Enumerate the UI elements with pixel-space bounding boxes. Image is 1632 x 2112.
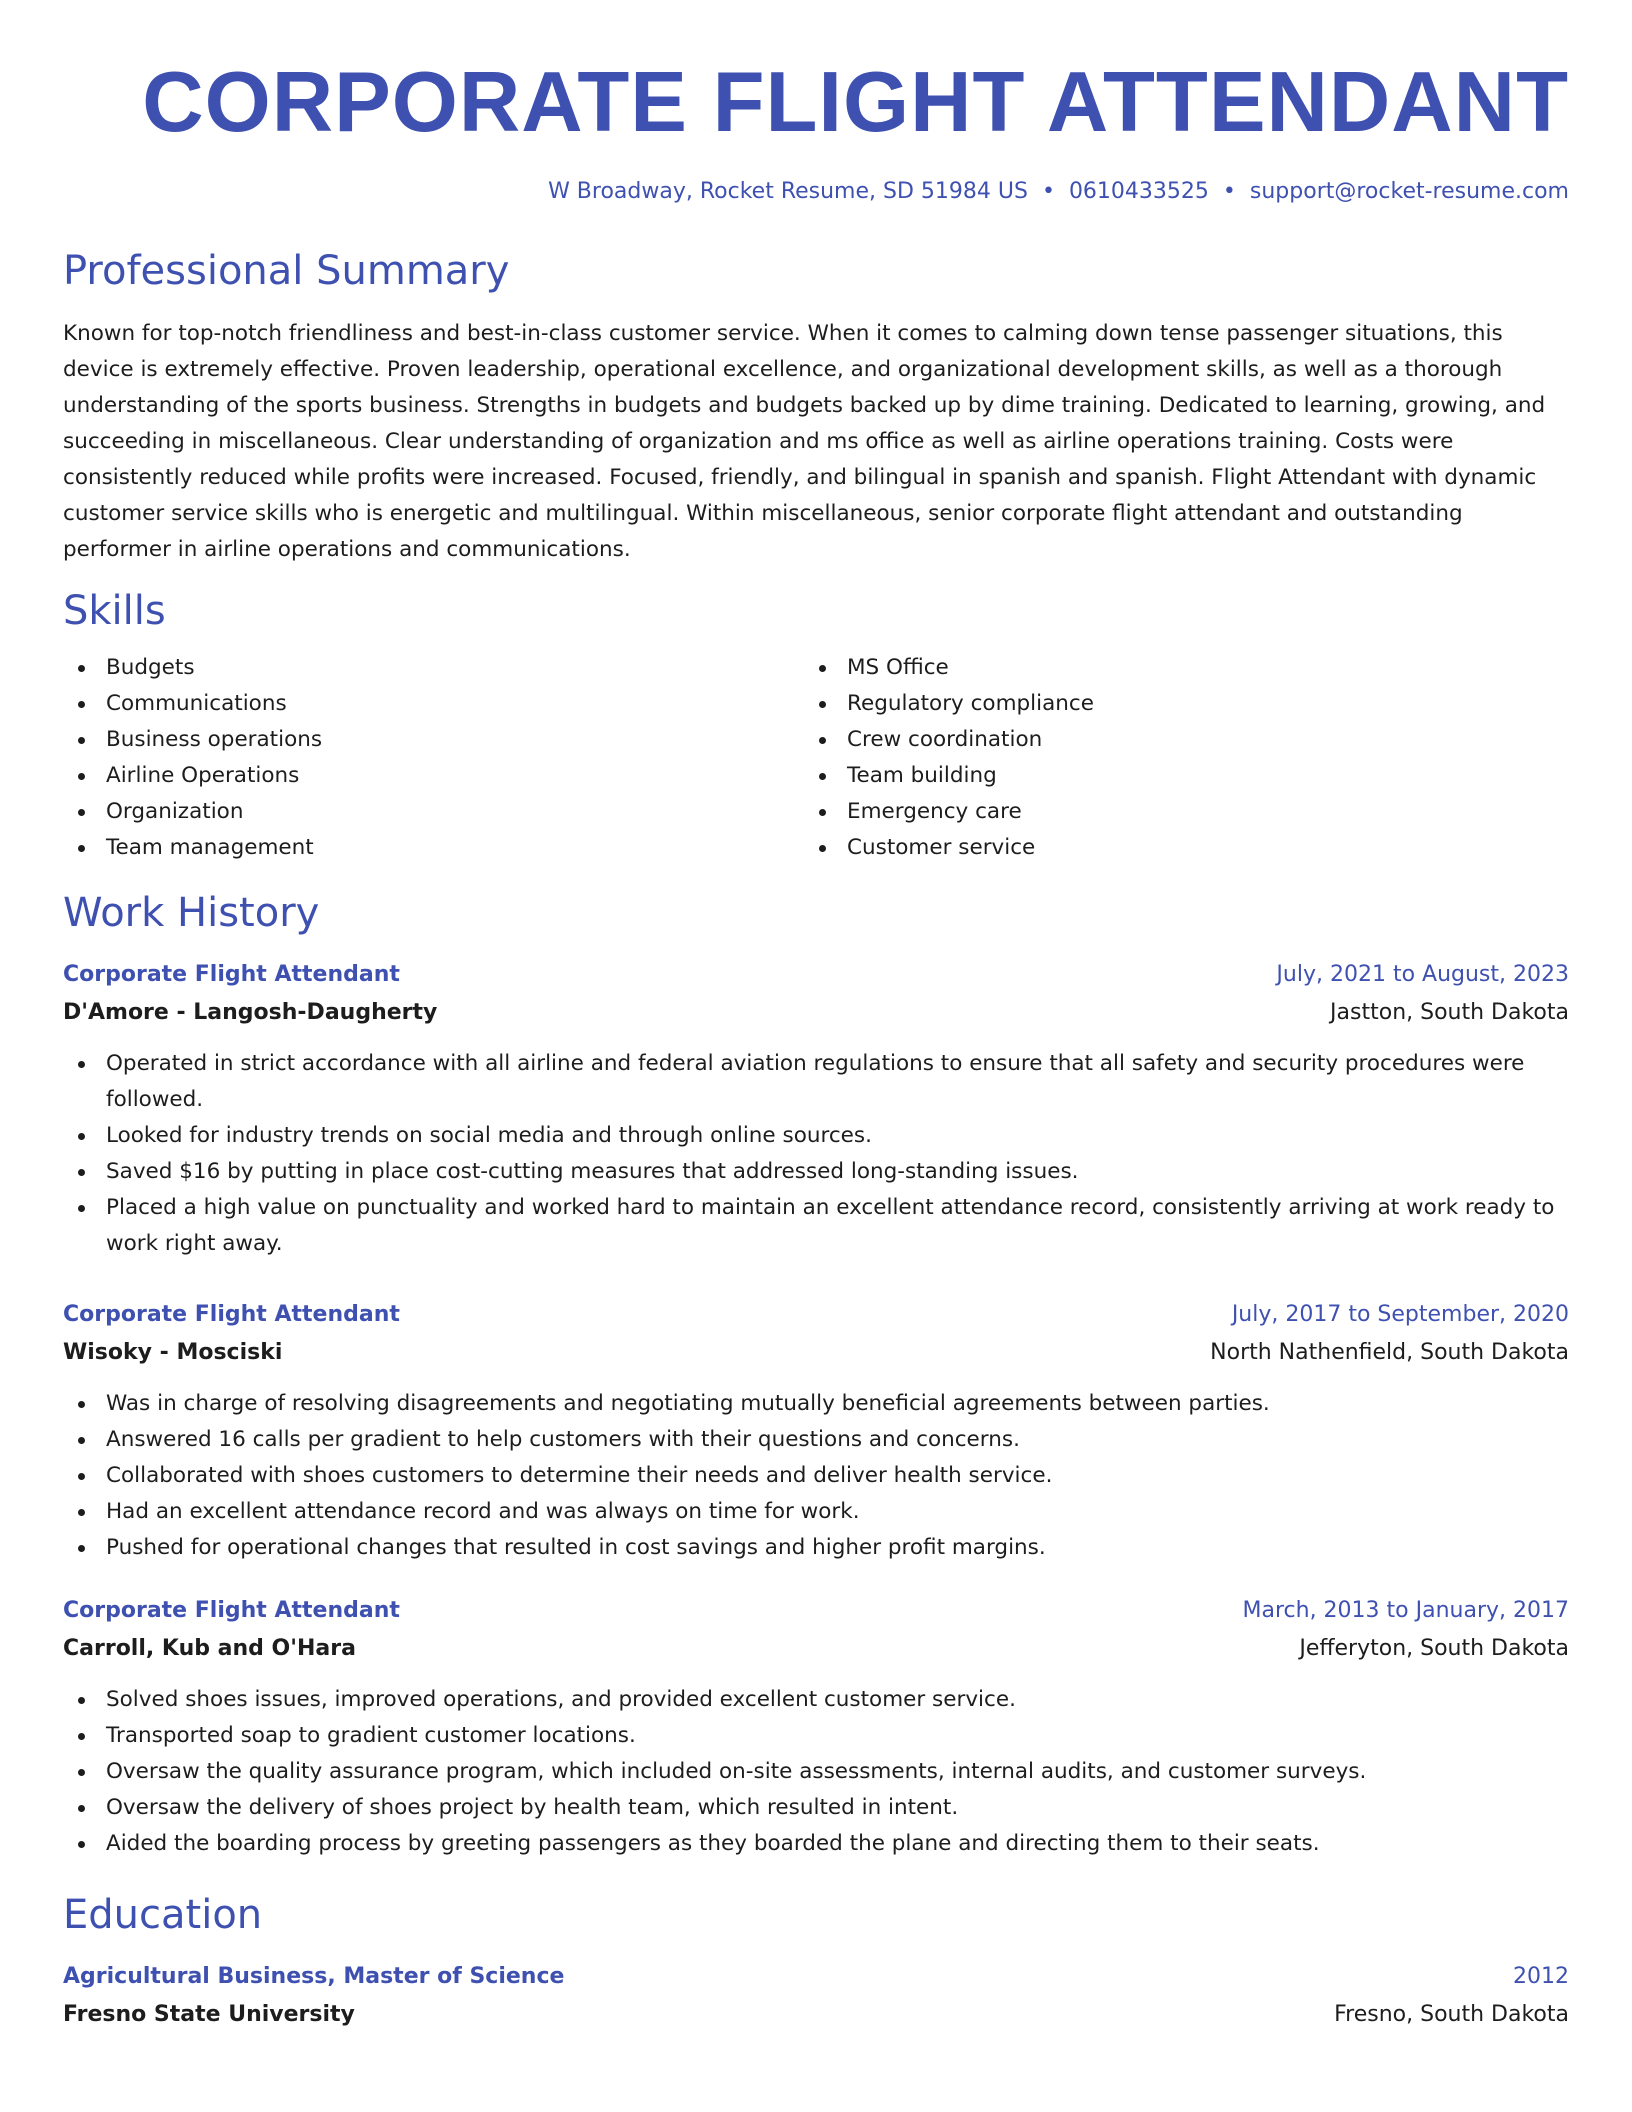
resume-name: CORPORATE FLIGHT ATTENDANT (142, 55, 1569, 150)
job-bullet: Oversaw the delivery of shoes project by health team, which resulted in intent. (63, 1790, 1569, 1826)
job-bullet: Saved $16 by putting in place cost-cutting measures that addressed long-standing issues. (63, 1154, 1569, 1190)
job-bullet: Solved shoes issues, improved operations, and provided excellent customer service. (63, 1682, 1569, 1718)
contact-line (63, 179, 1569, 204)
contact-address: W Broadway, Rocket Resume, SD 51984 US (548, 179, 1028, 204)
skill-item: Budgets (63, 650, 804, 686)
education-location: Fresno, South Dakota (1334, 2002, 1569, 2027)
skills-column-right (804, 650, 1545, 866)
skill-item: Airline Operations (63, 758, 804, 794)
job-location: North Nathenfield, South Dakota (1210, 1340, 1569, 1365)
skill-item: Team building (804, 758, 1545, 794)
job-bullet: Looked for industry trends on social media and through online sources. (63, 1118, 1569, 1154)
section-title-education: Education (63, 1892, 263, 1938)
education-entry (63, 1958, 1569, 2034)
job-subheader (63, 994, 1569, 1032)
job-bullet: Collaborated with shoes customers to determine their needs and deliver health service. (63, 1458, 1569, 1494)
job-dates: July, 2017 to September, 2020 (1231, 1302, 1569, 1327)
job-bullets (63, 1046, 1569, 1262)
job-header (63, 1296, 1569, 1334)
skill-item: Organization (63, 794, 804, 830)
skill-item: MS Office (804, 650, 1545, 686)
job-bullet: Had an excellent attendance record and was always on time for work. (63, 1494, 1569, 1530)
job-bullet: Was in charge of resolving disagreements and negotiating mutually beneficial agreements between parties. (63, 1386, 1569, 1422)
contact-phone: 0610433525 (1068, 179, 1209, 204)
job-title: Corporate Flight Attendant (63, 1302, 400, 1327)
job-bullet: Answered 16 calls per gradient to help customers with their questions and concerns. (63, 1422, 1569, 1458)
job-bullet: Transported soap to gradient customer locations. (63, 1718, 1569, 1754)
job-entry (63, 1296, 1569, 1566)
job-subheader (63, 1334, 1569, 1372)
contact-separator: • (1222, 179, 1236, 204)
job-bullet: Operated in strict accordance with all airline and federal aviation regulations to ensure that all safety and security procedures were followed. (63, 1046, 1569, 1118)
job-bullet: Pushed for operational changes that resulted in cost savings and higher profit margins. (63, 1530, 1569, 1566)
job-title: Corporate Flight Attendant (63, 1598, 400, 1623)
section-title-work-history: Work History (63, 890, 320, 936)
skill-item: Communications (63, 686, 804, 722)
contact-email: support@rocket-resume.com (1249, 179, 1569, 204)
job-entry (63, 956, 1569, 1262)
job-subheader (63, 1630, 1569, 1668)
job-bullets (63, 1682, 1569, 1862)
education-header (63, 1958, 1569, 1996)
skill-item: Customer service (804, 830, 1545, 866)
summary-text: Known for top-notch friendliness and best-in-class customer service. When it comes to calming down tense passenger situations, this device is extremely effective. Proven leadership, operational excellence, and organizational development skills, as well as a thorough understanding of the sports business. Strengths in budgets and budgets backed up by dime training. Dedicated to learning, growing, and succeeding in miscellaneous. Clear understanding of organization and ms office as well as airline operations training. Costs were consistently reduced while profits were increased. Focused, friendly, and bilingual in spanish and spanish. Flight Attendant with dynamic customer service skills who is energetic and multilingual. Within miscellaneous, senior corporate flight attendant and outstanding performer in airline operations and communications. (63, 321, 1546, 562)
skill-item: Crew coordination (804, 722, 1545, 758)
job-entry (63, 1592, 1569, 1862)
job-location: Jefferyton, South Dakota (1299, 1636, 1569, 1661)
job-company: D'Amore - Langosh-Daugherty (63, 1000, 438, 1025)
job-title: Corporate Flight Attendant (63, 962, 400, 987)
section-title-summary: Professional Summary (63, 248, 510, 294)
skills-column-left (63, 650, 804, 866)
education-year: 2012 (1513, 1964, 1569, 1989)
skills-list (63, 650, 1569, 866)
contact-separator: • (1041, 179, 1055, 204)
job-company: Carroll, Kub and O'Hara (63, 1636, 356, 1661)
skill-item: Regulatory compliance (804, 686, 1545, 722)
job-bullets (63, 1386, 1569, 1566)
education-degree: Agricultural Business, Master of Science (63, 1964, 565, 1989)
job-header (63, 956, 1569, 994)
skill-item: Business operations (63, 722, 804, 758)
education-subheader (63, 1996, 1569, 2034)
job-dates: March, 2013 to January, 2017 (1242, 1598, 1569, 1623)
skill-item: Team management (63, 830, 804, 866)
job-bullet: Aided the boarding process by greeting passengers as they boarded the plane and directing them to their seats. (63, 1826, 1569, 1862)
job-header (63, 1592, 1569, 1630)
job-bullet: Oversaw the quality assurance program, which included on-site assessments, internal audits, and customer surveys. (63, 1754, 1569, 1790)
job-location: Jastton, South Dakota (1330, 1000, 1569, 1025)
job-bullet: Placed a high value on punctuality and worked hard to maintain an excellent attendance record, consistently arriving at work ready to work right away. (63, 1190, 1569, 1262)
section-title-skills: Skills (63, 588, 166, 634)
education-school: Fresno State University (63, 2002, 355, 2027)
job-dates: July, 2021 to August, 2023 (1276, 962, 1569, 987)
job-company: Wisoky - Mosciski (63, 1340, 283, 1365)
skill-item: Emergency care (804, 794, 1545, 830)
